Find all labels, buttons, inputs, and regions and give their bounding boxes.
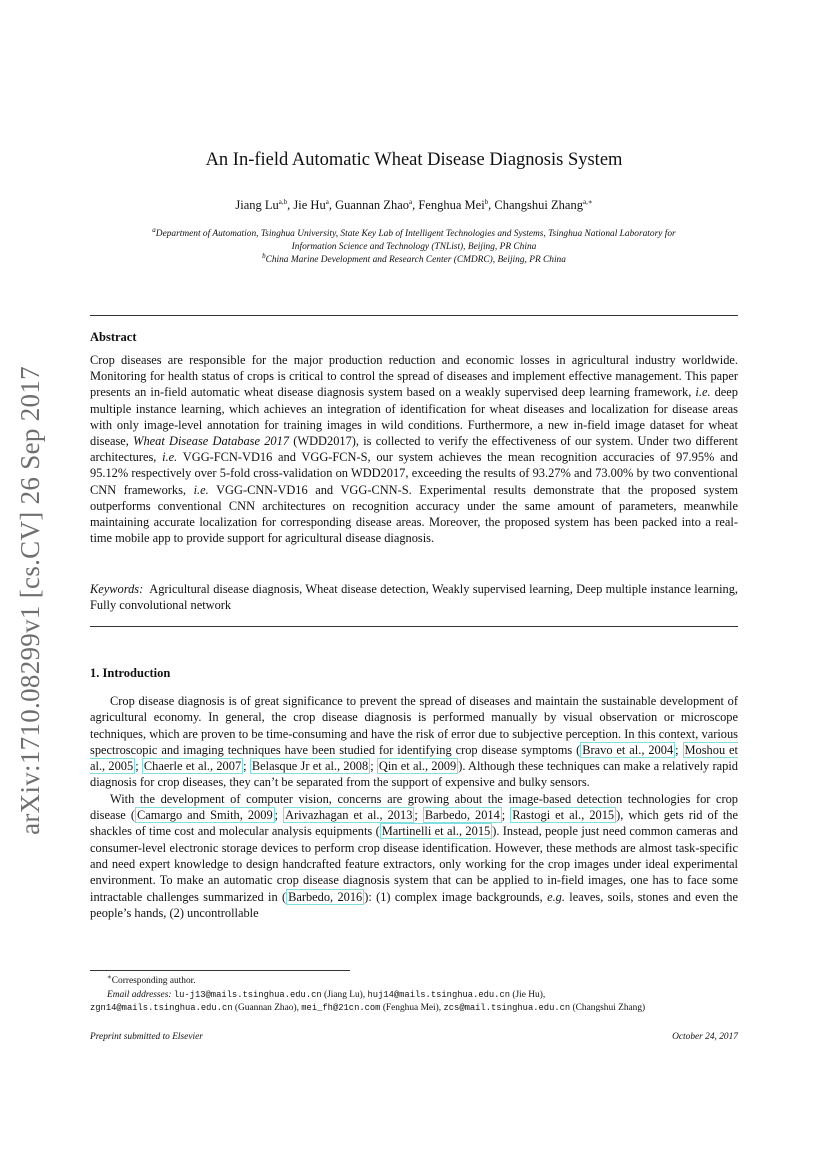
citation-link[interactable]: Barbedo, 2014 [424,808,500,823]
citation-link[interactable]: Belasque Jr et al., 2008 [251,759,369,774]
arxiv-watermark [8,360,52,840]
citation-link[interactable]: Barbedo, 2016 [288,889,363,904]
citation-link[interactable]: Rastogi et al., 2015 [512,808,615,823]
preprint-note: Preprint submitted to Elsevier [90,1032,203,1042]
preprint-date: October 24, 2017 [672,1032,738,1042]
citation-link[interactable]: Martinelli et al., 2015 [381,824,491,839]
keywords [90,581,738,613]
author: Changshui Zhang [494,198,583,212]
introduction-body [90,693,738,921]
abstract-bottom-rule [90,626,738,627]
affiliation-b: $^b$China Marine Development and Research Center (CMDRC), Beijing, PR China [262,251,566,265]
section-heading-introduction: 1. Introduction [90,666,171,680]
author: Guannan Zhao [335,198,409,212]
citation-link[interactable]: Camargo and Smith, 2009 [136,808,273,823]
paper-title: An In-field Automatic Wheat Disease Diagnosis System [205,150,623,170]
corresponding-note: ∗Corresponding author. [107,972,196,986]
email-line: Email addresses: lu-j13@mails.tsinghua.edu.cn (Jiang Lu), huj14@mails.tsinghua.edu.cn (Jie Hu), [107,989,546,1000]
paragraph: With the development of computer vision, concerns are growing about the image-based detection technologies for crop disease ( Camargo and Smith, 2009 ; Arivazhagan et al., 2013 ; Barbedo, 2014 ; Rastogi et al., 2015 ), which gets rid of the shackles of time cost and molecular analysis equipments ( Martinelli et al., 2015 ). Instead, people just need common cameras and consumer-level electronic storage devices to perform crop disease identification. However, these methods are almost task-specific and need expert knowledge to design handcrafted feature extractors, only working for the crop images under ideal experimental environment. To make an automatic crop disease diagnosis system that can be applied to in-field images, one has to face some intractable challenges summarized in ( Barbedo, 2016 ): (1) complex image backgrounds, e.g. leaves, soils, stones and even the people’s hands, (2) uncontrollable [90,791,739,920]
email-link[interactable]: zgn14@mails.tsinghua.edu.cn [90,1003,233,1013]
citation-link[interactable]: Moshou et al., 2005 [90,742,738,774]
abstract-heading: Abstract [90,330,137,344]
keywords-text: Agricultural disease diagnosis, Wheat disease detection, Weakly supervised learning, Deep multiple instance learning, Fully convolutional network [90,582,738,613]
citation-link[interactable]: Bravo et al., 2004 [582,742,674,757]
page-footer [90,1032,738,1042]
citation-link[interactable]: Arivazhagan et al., 2013 [285,808,413,823]
affiliation-a: $^a$Department of Automation, Tsinghua University, State Key Lab of Intelligent Technologies and Systems, Tsinghua National Laboratory for [152,225,676,239]
affiliation-a-cont: Information Science and Technology (TNList), Beijing, PR China [291,242,537,252]
citation-link[interactable]: Chaerle et al., 2007 [143,759,242,774]
email-link[interactable]: huj14@mails.tsinghua.edu.cn [367,989,511,1000]
email-link[interactable]: zcs@mail.tsinghua.edu.cn [443,1003,571,1013]
author-list: Jiang Lu$^{a,b}$, Jie Hu$^a$, Guannan Zhao$^a$, Fenghua Mei$^b$, Changshui Zhang$^{a,∗}$ [235,197,593,212]
paragraph: Crop disease diagnosis is of great significance to prevent the spread of diseases and maintain the sustainable development of agricultural economy. In general, the crop disease diagnosis is performed manually by visual observation or microscope techniques, which are proven to be time-consuming and have the risk of error due to subjective perception. In this context, various spectroscopic and imaging techniques have been studied for identifying crop disease symptoms ( Bravo et al., 2004 ; Moshou et al., 2005 ; Chaerle et al., 2007 ; Belasque Jr et al., 2008 ; Qin et al., 2009 ). Although these techniques can make a relatively rapid diagnosis for crop diseases, they can’t be separated from the support of expensive and bulky sensors. [90,694,738,790]
keywords-label: Keywords: [90,582,144,596]
email-line: zgn14@mails.tsinghua.edu.cn (Guannan Zhao), mei_fh@21cn.com (Fenghua Mei), zcs@mail.tsinghua.edu.cn (Changshui Zhang) [90,1003,646,1013]
footnotes [90,972,738,1016]
arxiv-id: arXiv:1710.08299v1 [cs.CV] 26 Sep 2017 [14,365,45,835]
author: Fenghua Mei [418,198,485,212]
email-link[interactable]: mei_fh@21cn.com [301,1003,381,1013]
author: Jie Hu [293,198,326,212]
abstract-body: Crop diseases are responsible for the major production reduction and economic losses in agricultural industry worldwide. Monitoring for health status of crops is critical to control the spread of diseases and implement effective management. This paper presents an in-field automatic wheat disease diagnosis system based on a weakly supervised deep learning framework, i.e. deep multiple instance learning, which achieves an integration of identification for wheat diseases and localization for disease areas with only image-level annotation for training images in wild conditions. Furthermore, a new in-field image dataset for wheat disease, Wheat Disease Database 2017 (WDD2017), is collected to verify the effectiveness of our system. Under two different architectures, i.e. VGG-FCN-VD16 and VGG-FCN-S, our system achieves the mean recognition accuracies of 97.95% and 95.12% respectively over 5-fold cross-validation on WDD2017, exceeding the results of 93.27% and 73.00% by two conventional CNN frameworks, i.e. VGG-CNN-VD16 and VGG-CNN-S. Experimental results demonstrate that the proposed system outperforms conventional CNN architectures on recognition accuracy under the same amount of parameters, meanwhile maintaining accurate localization for corresponding disease areas. Moreover, the proposed system has been packed into a real-time mobile app to provide support for agricultural disease diagnosis. [90,353,738,546]
author: Jiang Lu [235,198,279,212]
footnote-rule [90,970,350,971]
email-link[interactable]: lu-j13@mails.tsinghua.edu.cn [173,989,322,1000]
citation-link[interactable]: Qin et al., 2009 [378,759,457,774]
top-rule [90,315,738,316]
affiliations [90,225,738,267]
